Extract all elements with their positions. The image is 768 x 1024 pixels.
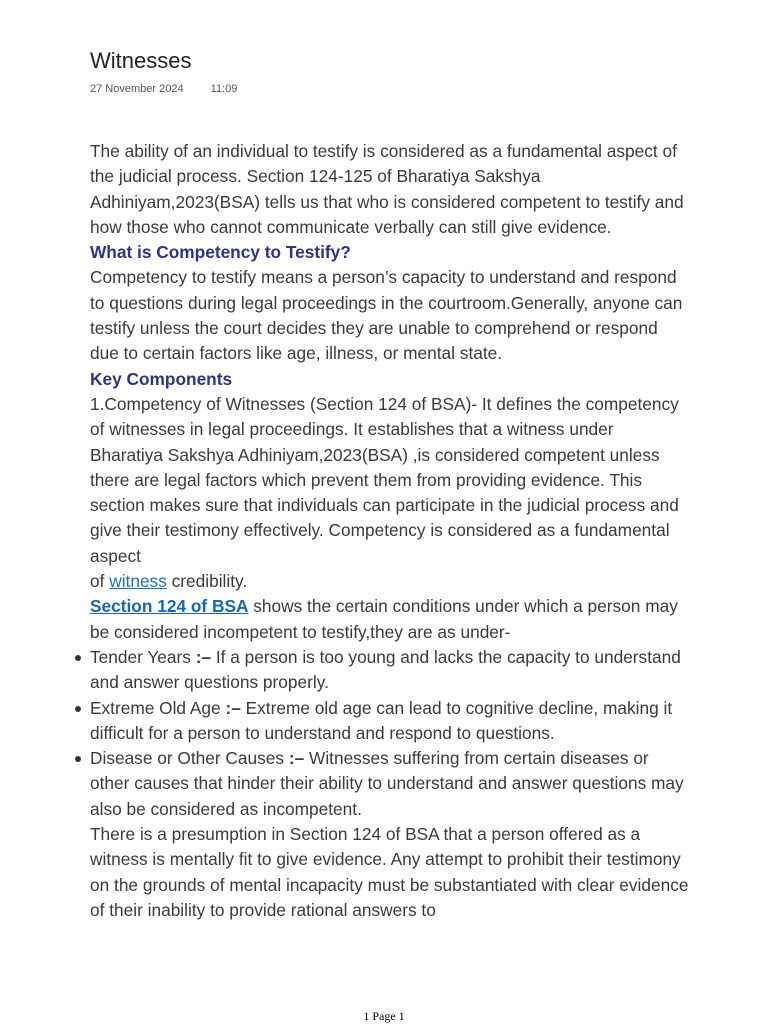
bullet-label: Tender Years <box>90 646 196 667</box>
page-date: 27 November 2024 <box>90 83 184 95</box>
list-item <box>90 746 690 822</box>
list-item <box>90 645 690 696</box>
incompetency-list <box>90 645 690 822</box>
page-time: 11:09 <box>210 83 238 95</box>
page-footer: 1 Page 1 <box>363 1009 405 1023</box>
presumption-paragraph: There is a presumption in Section 124 of BSA that a person offered as a witness is mentally fit to give evidence. Any attempt to prohibit their testimony on the grounds of mental incapacity must be substantiated with clear evidence of their inability to provide rational answers to <box>90 824 689 920</box>
conditions-paragraph <box>90 594 690 645</box>
bullet-text: If a person is too young and lacks the capacity to understand and answer questions properly. <box>90 646 681 693</box>
credibility-suffix: credibility. <box>166 571 248 592</box>
note-body[interactable] <box>90 139 690 923</box>
competency-paragraph: Competency to testify means a person’s capacity to understand and respond to questions during legal proceedings in the courtroom.Generally, anyone can testify unless the court decides they are unable to comprehend or respond due to certain factors like age, illness, or mental state. <box>90 267 683 364</box>
bullet-label: Disease or Other Causes <box>90 748 289 769</box>
bullet-separator: :– <box>288 748 305 769</box>
bullet-separator: :– <box>225 697 241 718</box>
heading-competency: What is Competency to Testify? <box>90 242 351 263</box>
page-title: Witnesses <box>90 48 192 73</box>
section-124-link[interactable]: Section 124 of BSA <box>90 596 249 617</box>
conditions-text: shows the certain conditions under which a person may be considered incompetent to testify,they are as under- <box>90 596 678 642</box>
heading-key-components: Key Components <box>90 368 233 389</box>
bullet-text: Extreme old age can lead to cognitive decline, making it difficult for a person to understand and respond to questions. <box>90 697 673 743</box>
list-item <box>90 696 690 747</box>
intro-paragraph: The ability of an individual to testify is considered as a fundamental aspect of the judicial process. Section 124-125 of Bharatiya Sakshya Adhiniyam,2023(BSA) tells us that who is considered competent to testify and how those who cannot communicate verbally can still give evidence. <box>90 141 684 237</box>
page-meta <box>90 83 237 95</box>
credibility-paragraph <box>90 569 690 594</box>
bullet-text: Witnesses suffering from certain diseases or other causes that hinder their ability to understand and answer questions may also be considered as incompetent. <box>90 748 684 819</box>
section-124-paragraph: 1.Competency of Witnesses (Section 124 of BSA)- It defines the competency of witnesses in legal proceedings. It establishes that a witness under Bharatiya Sakshya Adhiniyam,2023(BSA) ,is considered competent unless there are legal factors which prevent them from providing evidence. This section makes sure that individuals can participate in the judicial process and give their testimony effectively. Competency is considered as a fundamental aspect <box>90 393 679 566</box>
bullet-label: Extreme Old Age <box>90 697 226 718</box>
bullet-separator: :– <box>195 646 212 667</box>
credibility-prefix: of <box>90 571 110 592</box>
witness-link[interactable]: witness <box>109 571 167 592</box>
